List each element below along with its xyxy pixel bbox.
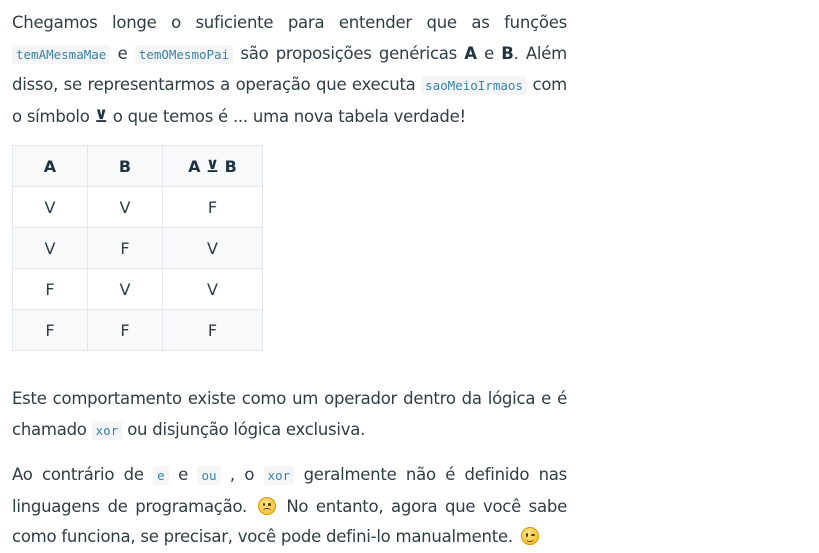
code-xor: xor [264,466,295,485]
table-cell: F [88,228,163,269]
table-cell: V [163,269,263,310]
article-content [12,8,567,553]
code-ou: ou [197,466,220,485]
code-temAMesmaMae: temAMesmaMae [12,45,110,64]
bold-b: B [501,43,514,63]
code-e: e [153,466,169,485]
intro-paragraph: Chegamos longe o suficiente para entender que as funções temAMesmaMae e temOMesmoPai são proposições genéricas A e B. Além disso, se representarmos a operação que executa saoMeioIrmaos com o símbolo ⊻ o que temos é ... uma nova tabela verdade! [12,13,567,126]
table-cell: F [163,310,263,351]
code-temOMesmoPai: temOMesmoPai [135,45,233,64]
xor-symbol: ⊻ [94,106,108,126]
header-b: B [88,146,163,187]
table-cell: F [13,310,88,351]
xor-paragraph: Este comportamento existe como um operador dentro da lógica e é chamado xor ou disjunção lógica exclusiva. [12,389,567,439]
table-cell: F [13,269,88,310]
table-row [13,269,263,310]
table-cell: V [88,187,163,228]
truth-table [12,145,263,351]
header-a: A [13,146,88,187]
table-row [13,187,263,228]
wink-face-icon [521,527,539,545]
conclusion-paragraph: Ao contrário de e e ou , o xor geralmente não é definido nas linguagens de programação. No entanto, agora que você sabe como funciona, se precisar, você pode defini-lo manualmente. [12,465,568,546]
table-header-row [13,146,263,187]
sad-face-icon [258,497,276,515]
header-a-xor-b: A ⊻ B [163,146,263,187]
table-row [13,228,263,269]
table-cell: V [13,228,88,269]
table-cell: V [13,187,88,228]
table-cell: F [163,187,263,228]
table-row [13,310,263,351]
bold-a: A [464,43,477,63]
table-cell: V [88,269,163,310]
table-cell: F [88,310,163,351]
table-cell: V [163,228,263,269]
code-saoMeioIrmaos: saoMeioIrmaos [421,76,527,95]
code-xor: xor [92,421,123,440]
